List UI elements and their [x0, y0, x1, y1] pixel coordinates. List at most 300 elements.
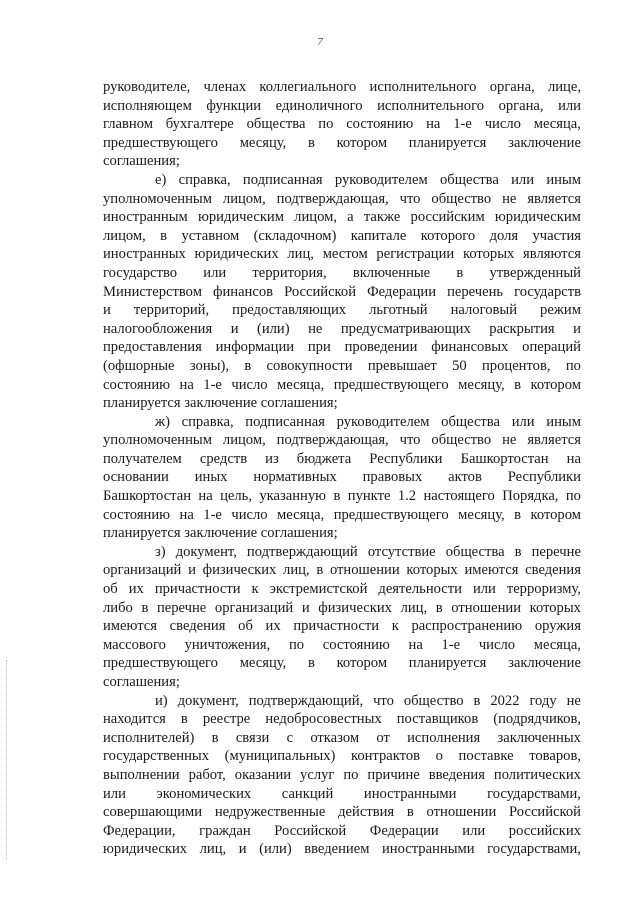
- text-line: [103, 785, 581, 804]
- word: 1-е: [441, 636, 461, 653]
- word: также: [363, 209, 401, 226]
- word: число: [231, 506, 268, 523]
- word: месяца,: [277, 506, 325, 523]
- word: состоянию: [346, 116, 414, 133]
- text-line: [103, 283, 581, 302]
- word: исполнителей): [103, 729, 195, 746]
- word: руководителе,: [103, 79, 191, 95]
- word: а: [347, 209, 354, 226]
- word: месяца,: [277, 376, 325, 393]
- word: в: [514, 506, 522, 523]
- word: или: [511, 413, 535, 430]
- text-line: [103, 245, 581, 264]
- word: настоящего: [423, 488, 495, 505]
- word: причастности: [154, 581, 241, 598]
- word: утвержденный: [489, 264, 581, 281]
- word: 1-е: [203, 376, 222, 393]
- word: перечень: [447, 283, 504, 300]
- page-number: 7: [317, 36, 323, 48]
- text-line: [103, 450, 581, 469]
- word: общества: [246, 116, 306, 133]
- word: состоянию: [103, 506, 171, 523]
- word: территорий,: [133, 302, 210, 319]
- word: государствами,: [487, 841, 581, 858]
- word: 2022: [490, 692, 520, 709]
- text-line: [103, 115, 581, 134]
- word: введением: [304, 841, 370, 858]
- word: услуг: [300, 766, 335, 783]
- word: бюджета: [296, 450, 352, 467]
- word: Министерством: [103, 283, 202, 300]
- word: Российской: [274, 822, 347, 839]
- word: оказании: [234, 766, 292, 783]
- word: или: [462, 822, 486, 839]
- word: в: [456, 264, 464, 281]
- word: документ,: [177, 692, 239, 709]
- word: государство: [103, 264, 178, 281]
- word: совокупности: [266, 357, 353, 374]
- word: месяца,: [533, 116, 581, 133]
- word: и): [155, 692, 168, 709]
- word: месяцу,: [239, 655, 287, 672]
- word: органа,: [489, 79, 535, 95]
- word: находится: [103, 711, 166, 728]
- text-line: [103, 580, 581, 599]
- word: з): [155, 543, 166, 560]
- text-line: [103, 208, 581, 227]
- word: справка,: [181, 413, 234, 430]
- word: коллегиального: [259, 79, 357, 95]
- word: исполняющем: [103, 97, 192, 114]
- word: заключение: [508, 655, 581, 672]
- word: в: [211, 729, 219, 746]
- text-line: [103, 840, 581, 859]
- text-line: [103, 376, 581, 395]
- text-line: [103, 599, 581, 618]
- word: на: [179, 376, 194, 393]
- word: юридических: [194, 246, 279, 263]
- text-line: [103, 338, 581, 357]
- word: включенные: [352, 264, 431, 281]
- word: или: [103, 785, 126, 802]
- word: или: [558, 97, 581, 114]
- text-line: [103, 190, 581, 209]
- word: товаров,: [529, 748, 581, 765]
- word: физических: [202, 562, 277, 579]
- text-line: [103, 171, 581, 190]
- word: причастности: [293, 618, 380, 635]
- text-line: [103, 468, 581, 487]
- word: подписанная: [242, 171, 323, 188]
- word: (или): [259, 841, 292, 858]
- text-line: [103, 543, 581, 562]
- word: и: [238, 841, 247, 858]
- word: введения: [428, 766, 485, 783]
- word: предоставления: [103, 339, 202, 356]
- word: лиц,: [199, 841, 227, 858]
- word: выполнении: [103, 766, 180, 783]
- word: планируется: [408, 655, 487, 672]
- word: 1.2: [397, 488, 417, 505]
- word: Башкортостан: [103, 488, 192, 505]
- word: процентов,: [481, 357, 551, 374]
- word: подтверждающая,: [276, 190, 389, 207]
- word: в: [514, 376, 522, 393]
- word: на: [566, 450, 581, 467]
- word: режим: [540, 302, 581, 319]
- word: по: [318, 116, 334, 133]
- word: и: [301, 599, 310, 616]
- word: число: [484, 116, 521, 133]
- word: главном: [103, 116, 153, 133]
- word: поставщиков: [396, 711, 479, 728]
- text-line: [103, 747, 581, 766]
- word: от: [376, 729, 390, 746]
- word: регистрации: [376, 246, 455, 263]
- word: территория,: [252, 264, 327, 281]
- word: политических: [493, 766, 581, 783]
- word: физических: [318, 599, 392, 616]
- word: котором: [530, 506, 581, 523]
- word: о: [435, 748, 443, 765]
- word: 1-е: [453, 116, 472, 133]
- word: что: [399, 432, 421, 449]
- word: и: [573, 320, 581, 337]
- word: соглашения;: [103, 153, 180, 170]
- word: совершающими: [103, 804, 203, 821]
- document-body: [103, 78, 581, 859]
- word: Башкортостан: [460, 450, 549, 467]
- word: льготный: [369, 302, 428, 319]
- word: в: [141, 599, 149, 616]
- word: лиц,: [283, 562, 310, 579]
- word: с: [286, 729, 294, 746]
- word: граждан: [199, 822, 251, 839]
- word: из: [265, 450, 279, 467]
- word: в: [473, 692, 481, 709]
- word: по: [343, 766, 359, 783]
- word: общества: [439, 171, 499, 188]
- word: уставном: [181, 227, 240, 244]
- word: Российской: [509, 804, 581, 821]
- word: юридическим: [197, 209, 284, 226]
- word: государствами,: [487, 785, 581, 802]
- word: Российской: [284, 283, 357, 300]
- word: уполномоченным: [103, 432, 212, 449]
- word: общество: [431, 190, 492, 207]
- word: число: [478, 636, 516, 653]
- word: отношении: [451, 599, 522, 616]
- word: и: [103, 302, 111, 319]
- text-line: [103, 524, 581, 543]
- word: (складочном): [253, 227, 337, 244]
- word: лицом,: [222, 190, 266, 207]
- word: что: [399, 190, 421, 207]
- word: терроризму,: [506, 581, 581, 598]
- word: руководителем: [334, 171, 428, 188]
- word: иным: [546, 413, 581, 430]
- word: лиц,: [400, 599, 428, 616]
- word: планируется: [408, 134, 487, 151]
- word: недружественные: [214, 804, 326, 821]
- word: исполнительного: [377, 97, 485, 114]
- word: нормативных: [253, 469, 337, 486]
- word: (подрядчиков,: [493, 711, 581, 728]
- word: раскрытия: [489, 320, 555, 337]
- word: получателем: [103, 450, 182, 467]
- word: заключение: [508, 134, 581, 151]
- word: в: [406, 804, 414, 821]
- word: правовых: [362, 469, 423, 486]
- word: которого: [420, 227, 476, 244]
- word: пункте: [347, 488, 391, 505]
- word: (или): [256, 320, 290, 337]
- word: общество: [431, 432, 492, 449]
- word: число: [231, 376, 268, 393]
- word: месяцу,: [458, 506, 505, 523]
- word: перечне: [156, 599, 207, 616]
- word: Федерации: [367, 283, 436, 300]
- text-line: [103, 413, 581, 432]
- word: организаций: [103, 562, 182, 579]
- word: организаций: [214, 599, 294, 616]
- text-line: [103, 264, 581, 283]
- word: к: [251, 581, 259, 598]
- word: исполнительного: [369, 79, 477, 95]
- word: по: [565, 357, 581, 374]
- word: подтверждающая,: [276, 432, 389, 449]
- word: планируется заключение соглашения;: [103, 525, 338, 542]
- word: доля: [489, 227, 519, 244]
- text-line: [103, 227, 581, 246]
- word: указанную: [259, 488, 327, 505]
- word: состоянию: [322, 636, 390, 653]
- word: бухгалтере: [165, 116, 234, 133]
- word: либо: [103, 599, 133, 616]
- word: на: [198, 488, 213, 505]
- word: средств: [199, 450, 248, 467]
- word: предшествующего: [103, 655, 218, 672]
- word: котором: [336, 655, 388, 672]
- word: не: [502, 190, 517, 207]
- word: 1-е: [203, 506, 222, 523]
- word: исполнения: [407, 729, 481, 746]
- word: иностранных: [103, 246, 186, 263]
- word: связи: [235, 729, 270, 746]
- word: отношении: [426, 804, 497, 821]
- text-line: [103, 78, 581, 97]
- text-line: [103, 673, 581, 692]
- word: руководителем: [336, 413, 430, 430]
- word: иностранными: [381, 841, 475, 858]
- word: единоличного: [275, 97, 363, 114]
- word: (муниципальных): [224, 748, 336, 765]
- word: общество: [403, 692, 464, 709]
- word: уничтожения,: [184, 636, 271, 653]
- word: общества: [441, 413, 500, 430]
- word: лицом,: [103, 227, 146, 244]
- word: цель,: [220, 488, 252, 505]
- word: местом: [322, 246, 368, 263]
- word: на: [408, 636, 423, 653]
- word: не: [566, 692, 581, 709]
- word: и: [230, 320, 239, 337]
- text-line: [103, 729, 581, 748]
- word: документ,: [175, 543, 237, 560]
- word: финансовых: [431, 339, 509, 356]
- word: которых: [462, 246, 515, 263]
- word: капитале: [350, 227, 407, 244]
- word: подписанная: [245, 413, 325, 430]
- word: государственных: [103, 748, 210, 765]
- word: имеются: [464, 562, 519, 579]
- word: работ,: [188, 766, 226, 783]
- word: котором: [336, 134, 388, 151]
- word: участия: [532, 227, 581, 244]
- word: 50: [452, 357, 467, 374]
- word: предшествующего: [103, 134, 218, 151]
- text-line: [103, 301, 581, 320]
- word: ж): [155, 413, 170, 430]
- text-line: [103, 636, 581, 655]
- word: юридическим: [494, 209, 581, 226]
- word: проведении: [344, 339, 418, 356]
- word: и: [188, 562, 196, 579]
- word: которых: [406, 562, 458, 579]
- word: Федерации: [369, 822, 439, 839]
- margin-scan-marks: [6, 660, 11, 860]
- word: лицом,: [294, 209, 337, 226]
- word: справка,: [178, 171, 231, 188]
- text-line: [103, 710, 581, 729]
- word: не: [502, 432, 517, 449]
- word: в: [307, 134, 315, 151]
- word: в: [180, 711, 188, 728]
- word: иностранным: [103, 209, 188, 226]
- word: (офшорные: [103, 357, 175, 374]
- word: в: [514, 543, 522, 560]
- word: к: [391, 618, 399, 635]
- text-line: [103, 506, 581, 525]
- word: в: [160, 227, 168, 244]
- word: месяцу,: [458, 376, 505, 393]
- word: отсутствие: [367, 543, 436, 560]
- word: контрактов: [350, 748, 421, 765]
- word: финансов: [213, 283, 274, 300]
- word: на: [426, 116, 441, 133]
- word: по: [288, 636, 305, 653]
- word: е): [155, 171, 167, 188]
- word: в: [244, 357, 252, 374]
- word: об: [238, 618, 253, 635]
- word: превышает: [367, 357, 437, 374]
- word: иным: [546, 171, 581, 188]
- word: предшествующего: [333, 506, 449, 523]
- text-line: [103, 134, 581, 153]
- word: зоны),: [189, 357, 229, 374]
- word: общества: [445, 543, 505, 560]
- word: распространению: [411, 618, 523, 635]
- word: сведения: [169, 618, 226, 635]
- word: актов: [448, 469, 482, 486]
- word: не: [308, 320, 323, 337]
- text-line: [103, 431, 581, 450]
- word: лицом,: [222, 432, 266, 449]
- word: государств: [514, 283, 581, 300]
- word: предшествующего: [333, 376, 449, 393]
- text-line: [103, 97, 581, 116]
- word: оружия: [534, 618, 581, 635]
- word: сведения: [525, 562, 581, 579]
- word: являются: [523, 246, 581, 263]
- text-line: [103, 357, 581, 376]
- word: лице,: [547, 79, 581, 95]
- text-line: [103, 394, 581, 413]
- word: членах: [203, 79, 247, 95]
- text-line: [103, 766, 581, 785]
- text-line: [103, 487, 581, 506]
- word: недобросовестных: [265, 711, 382, 728]
- word: об: [103, 581, 118, 598]
- word: иных: [194, 469, 228, 486]
- word: Республики: [507, 469, 581, 486]
- word: соглашения;: [103, 674, 180, 690]
- word: функции: [206, 97, 262, 114]
- word: Республики: [369, 450, 443, 467]
- word: в: [307, 655, 315, 672]
- word: иностранными: [363, 785, 457, 802]
- word: котором: [530, 376, 581, 393]
- word: отношении: [329, 562, 400, 579]
- word: действия: [338, 804, 395, 821]
- word: налогообложения: [103, 320, 213, 337]
- word: или: [511, 171, 535, 188]
- word: состоянию: [103, 376, 171, 393]
- word: или: [203, 264, 227, 281]
- text-line: [103, 152, 581, 171]
- word: заключенных: [497, 729, 581, 746]
- word: деятельности: [378, 581, 462, 598]
- word: году: [529, 692, 557, 709]
- word: уполномоченным: [103, 190, 212, 207]
- text-line: [103, 561, 581, 580]
- word: информации: [215, 339, 295, 356]
- word: отказом: [310, 729, 360, 746]
- text-line: [103, 617, 581, 636]
- word: Порядка,: [502, 488, 559, 505]
- word: месяца,: [533, 636, 581, 653]
- word: российских: [508, 822, 581, 839]
- word: экономических: [156, 785, 252, 802]
- word: предоставляющих: [232, 302, 347, 319]
- word: которых: [529, 599, 581, 616]
- word: лиц,: [287, 246, 314, 263]
- word: экстремистской: [269, 581, 368, 598]
- word: при: [307, 339, 331, 356]
- word: имеются: [103, 618, 157, 635]
- word: перечне: [531, 543, 581, 560]
- word: является: [527, 190, 581, 207]
- word: Федерации,: [103, 822, 176, 839]
- text-line: [103, 822, 581, 841]
- word: в: [435, 599, 443, 616]
- word: массового: [103, 636, 166, 653]
- word: или: [472, 581, 496, 598]
- word: предусматривающих: [340, 320, 471, 337]
- text-line: [103, 654, 581, 673]
- word: в: [316, 562, 324, 579]
- word: причине: [367, 766, 420, 783]
